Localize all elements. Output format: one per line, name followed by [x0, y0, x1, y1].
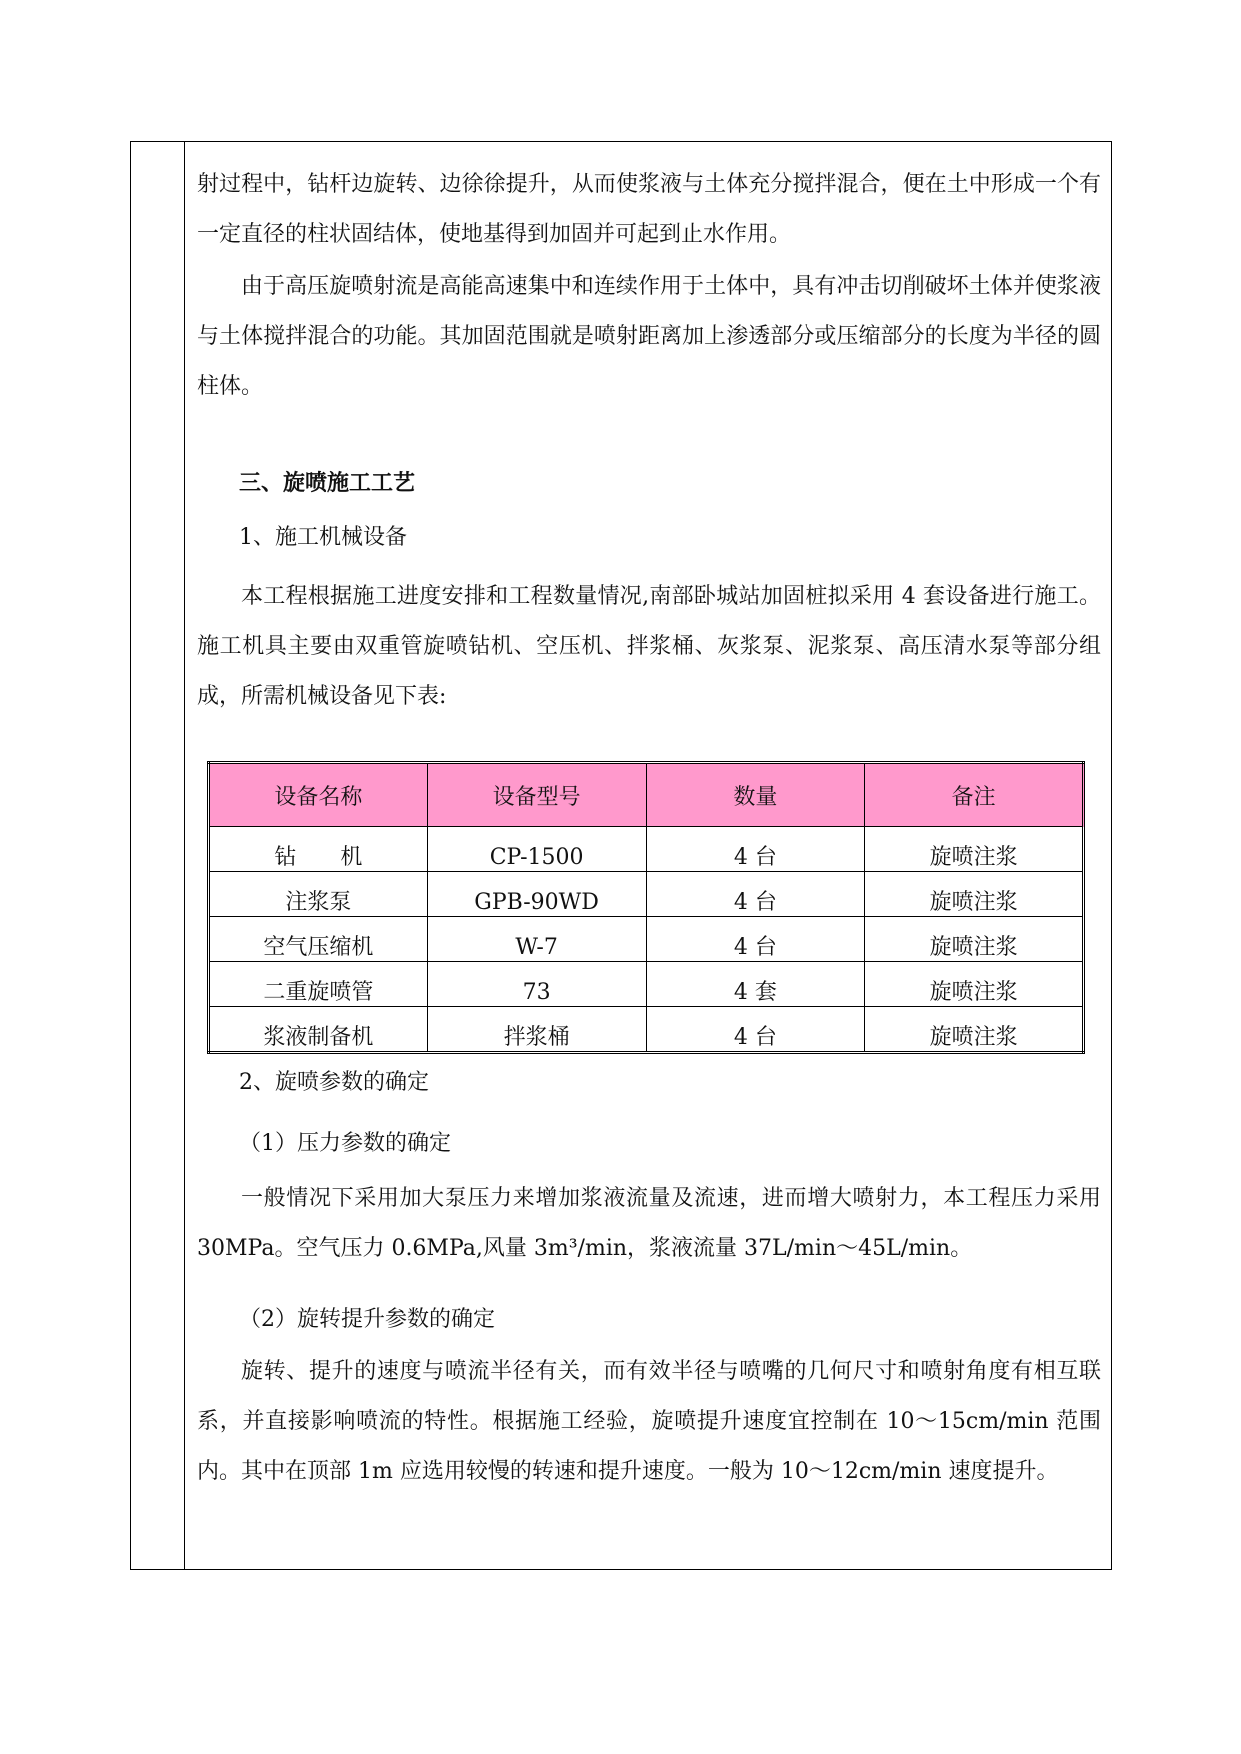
document-frame [130, 141, 1112, 1570]
cell-equipment-model: 拌浆桶 [427, 1007, 646, 1053]
table-row [209, 827, 1084, 872]
table-row [209, 962, 1084, 1007]
cell-equipment-model: CP-1500 [427, 827, 646, 872]
cell-remarks: 旋喷注浆 [865, 1007, 1084, 1053]
table-row [209, 872, 1084, 917]
header-quantity: 数量 [646, 763, 865, 827]
left-margin-column [131, 142, 185, 1569]
cell-remarks: 旋喷注浆 [865, 917, 1084, 962]
subheading-rotation-lift-parameters: （2）旋转提升参数的确定 [239, 1307, 495, 1332]
cell-equipment-name: 空气压缩机 [209, 917, 428, 962]
subheading-pressure-parameters: （1）压力参数的确定 [239, 1131, 451, 1156]
cell-quantity: 4 台 [646, 827, 865, 872]
table-header-row [209, 763, 1084, 827]
header-equipment-model: 设备型号 [427, 763, 646, 827]
table-row [209, 1007, 1084, 1053]
paragraph-equipment-description: 本工程根据施工进度安排和工程数量情况,南部卧城站加固桩拟采用 4 套设备进行施工。施工机具主要由双重管旋喷钻机、空压机、拌浆桶、灰浆泵、泥浆泵、高压清水泵等部分组成，所需机械设备见下表: [197, 584, 1101, 709]
cell-quantity: 4 台 [646, 917, 865, 962]
subheading-jet-parameters: 2、旋喷参数的确定 [239, 1070, 429, 1095]
paragraph-rotation-lift-parameters: 旋转、提升的速度与喷流半径有关，而有效半径与喷嘴的几何尺寸和喷射角度有相互联系，并直接影响喷流的特性。根据施工经验，旋喷提升速度宜控制在 10～15cm/min 范围内。其中在顶部 1m 应选用较慢的转速和提升速度。一般为 10～12cm/min 速度提升。 [197, 1359, 1101, 1484]
cell-equipment-model: 73 [427, 962, 646, 1007]
cell-equipment-model: W-7 [427, 917, 646, 962]
cell-equipment-name: 二重旋喷管 [209, 962, 428, 1007]
paragraph-reinforcement-range: 由于高压旋喷射流是高能高速集中和连续作用于土体中，具有冲击切削破坏土体并使浆液与土体搅拌混合的功能。其加固范围就是喷射距离加上渗透部分或压缩部分的长度为半径的圆柱体。 [197, 274, 1101, 399]
subheading-construction-equipment: 1、施工机械设备 [239, 525, 407, 550]
paragraph-process-description: 射过程中，钻杆边旋转、边徐徐提升，从而使浆液与土体充分搅拌混合，便在土中形成一个有一定直径的柱状固结体，使地基得到加固并可起到止水作用。 [197, 172, 1101, 247]
header-equipment-name: 设备名称 [209, 763, 428, 827]
paragraph-pressure-parameters: 一般情况下采用加大泵压力来增加浆液流量及流速，进而增大喷射力，本工程压力采用 30MPa。空气压力 0.6MPa,风量 3m³/min，浆液流量 37L/min～45L/min。 [197, 1186, 1101, 1261]
cell-quantity: 4 台 [646, 872, 865, 917]
section-heading-jet-grouting-process: 三、旋喷施工工艺 [239, 470, 416, 496]
cell-remarks: 旋喷注浆 [865, 872, 1084, 917]
equipment-table [207, 761, 1085, 1054]
cell-quantity: 4 套 [646, 962, 865, 1007]
cell-equipment-model: GPB-90WD [427, 872, 646, 917]
cell-equipment-name: 注浆泵 [209, 872, 428, 917]
cell-remarks: 旋喷注浆 [865, 962, 1084, 1007]
cell-equipment-name: 浆液制备机 [209, 1007, 428, 1053]
table-row [209, 917, 1084, 962]
cell-equipment-name: 钻 机 [209, 827, 428, 872]
header-remarks: 备注 [865, 763, 1084, 827]
cell-quantity: 4 台 [646, 1007, 865, 1053]
content-column [197, 142, 1101, 1569]
cell-remarks: 旋喷注浆 [865, 827, 1084, 872]
